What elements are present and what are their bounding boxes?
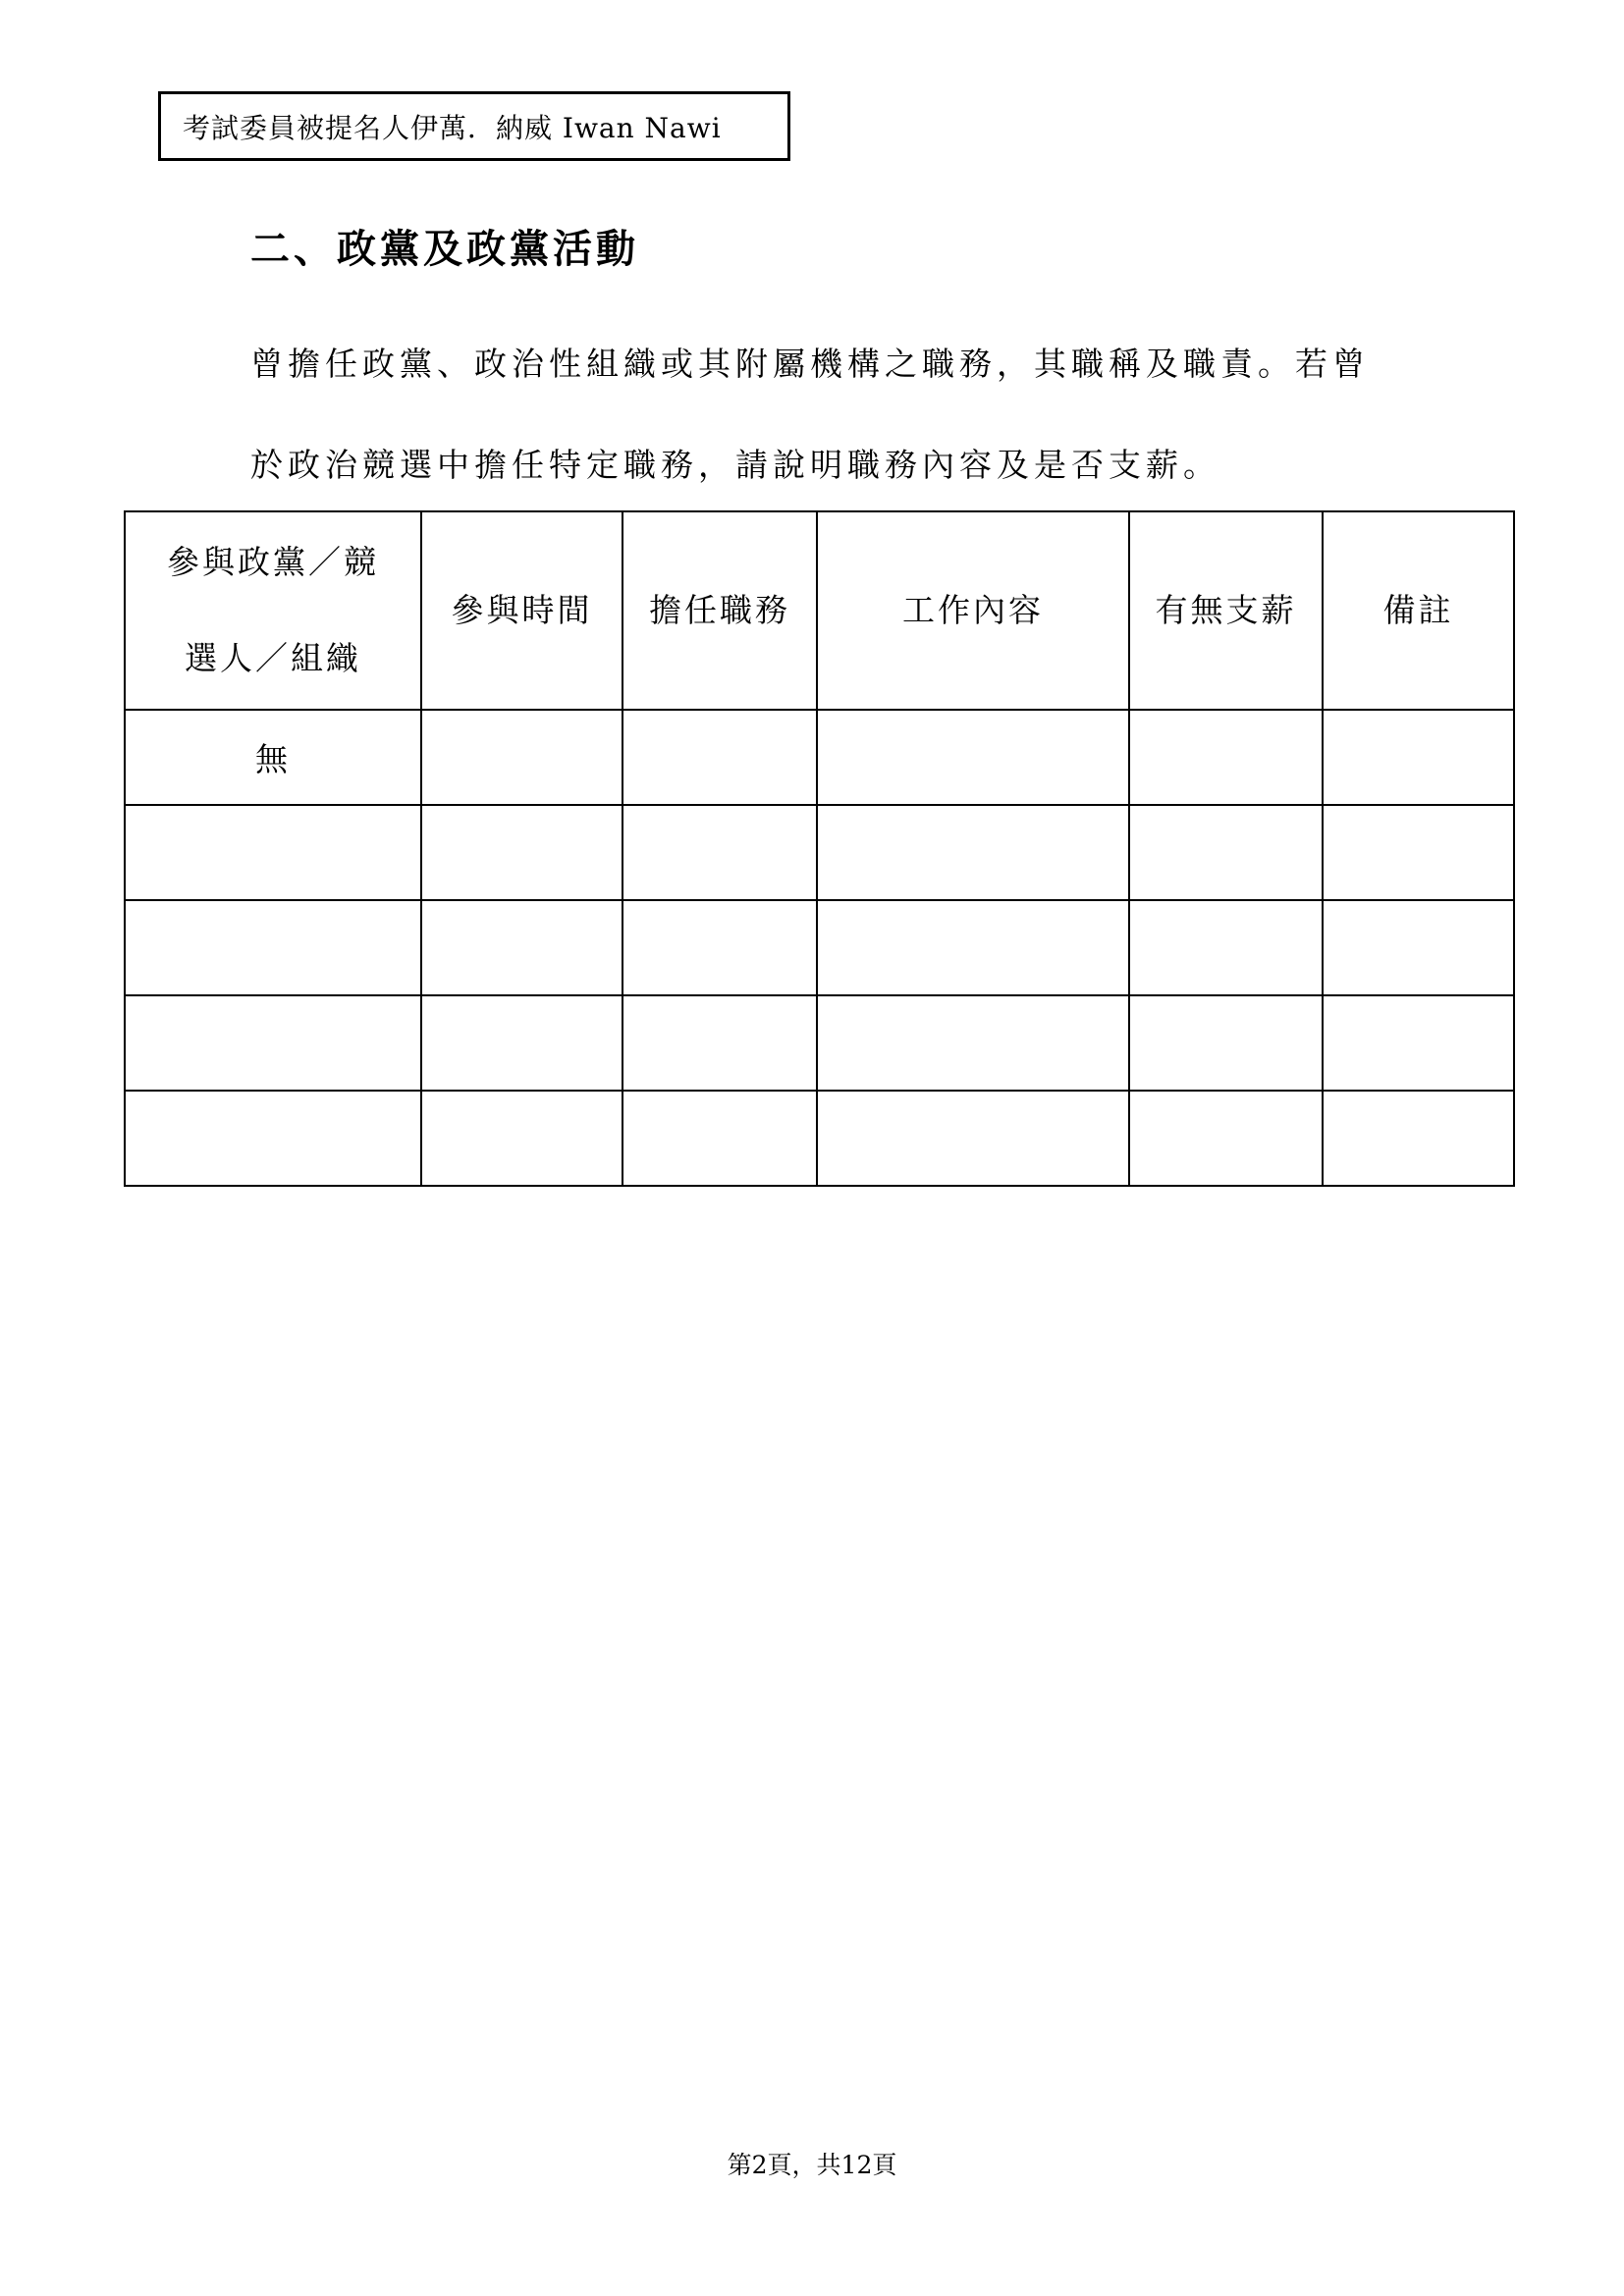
table-row [125, 1091, 1514, 1186]
table-row [125, 805, 1514, 900]
section-description-line-1: 曾擔任政黨、政治性組織或其附屬機構之職務，其職稱及職責。若曾 [250, 345, 1370, 383]
table-cell: 無 [125, 710, 421, 805]
table-cell [421, 710, 623, 805]
table-cell [1323, 805, 1514, 900]
table-row [125, 995, 1514, 1091]
table-cell [623, 1091, 817, 1186]
party-activities-table [124, 510, 1515, 1187]
table-cell [1129, 900, 1323, 995]
table-cell [1323, 900, 1514, 995]
table-cell [1129, 805, 1323, 900]
table-cell [421, 995, 623, 1091]
header-party-organization-line-2: 選人／組織 [185, 639, 361, 677]
table-row [125, 710, 1514, 805]
table-cell [817, 805, 1129, 900]
table-cell [1129, 1091, 1323, 1186]
table-header-row [125, 511, 1514, 710]
table-cell [817, 710, 1129, 805]
table-cell [1323, 1091, 1514, 1186]
table-cell [623, 710, 817, 805]
table-cell [125, 995, 421, 1091]
nominee-label: 考試委員被提名人伊萬．納威 Iwan Nawi [183, 111, 722, 144]
header-paid-or-not: 有無支薪 [1129, 511, 1323, 710]
header-remarks: 備註 [1323, 511, 1514, 710]
table-cell [817, 995, 1129, 1091]
table-cell [125, 900, 421, 995]
section-title: 二、政黨及政黨活動 [250, 226, 639, 272]
table-cell [623, 900, 817, 995]
table-cell [817, 1091, 1129, 1186]
nominee-name-box [158, 91, 790, 161]
table-cell [1323, 995, 1514, 1091]
table-cell [623, 805, 817, 900]
table-cell [1323, 710, 1514, 805]
header-participation-period: 參與時間 [421, 511, 623, 710]
table-cell [421, 805, 623, 900]
page-indicator: 第2頁，共12頁 [727, 2151, 897, 2179]
header-position-held: 擔任職務 [623, 511, 817, 710]
header-job-content: 工作內容 [817, 511, 1129, 710]
table-cell [817, 900, 1129, 995]
header-party-organization-line-1: 參與政黨／競 [167, 543, 379, 581]
table-row [125, 900, 1514, 995]
header-party-organization [125, 511, 421, 710]
table-cell [125, 805, 421, 900]
table-cell [1129, 710, 1323, 805]
table-cell [125, 1091, 421, 1186]
table-cell [421, 1091, 623, 1186]
table-cell [623, 995, 817, 1091]
section-description-line-2: 於政治競選中擔任特定職務，請說明職務內容及是否支薪。 [250, 446, 1220, 484]
table-cell [421, 900, 623, 995]
table-cell [1129, 995, 1323, 1091]
